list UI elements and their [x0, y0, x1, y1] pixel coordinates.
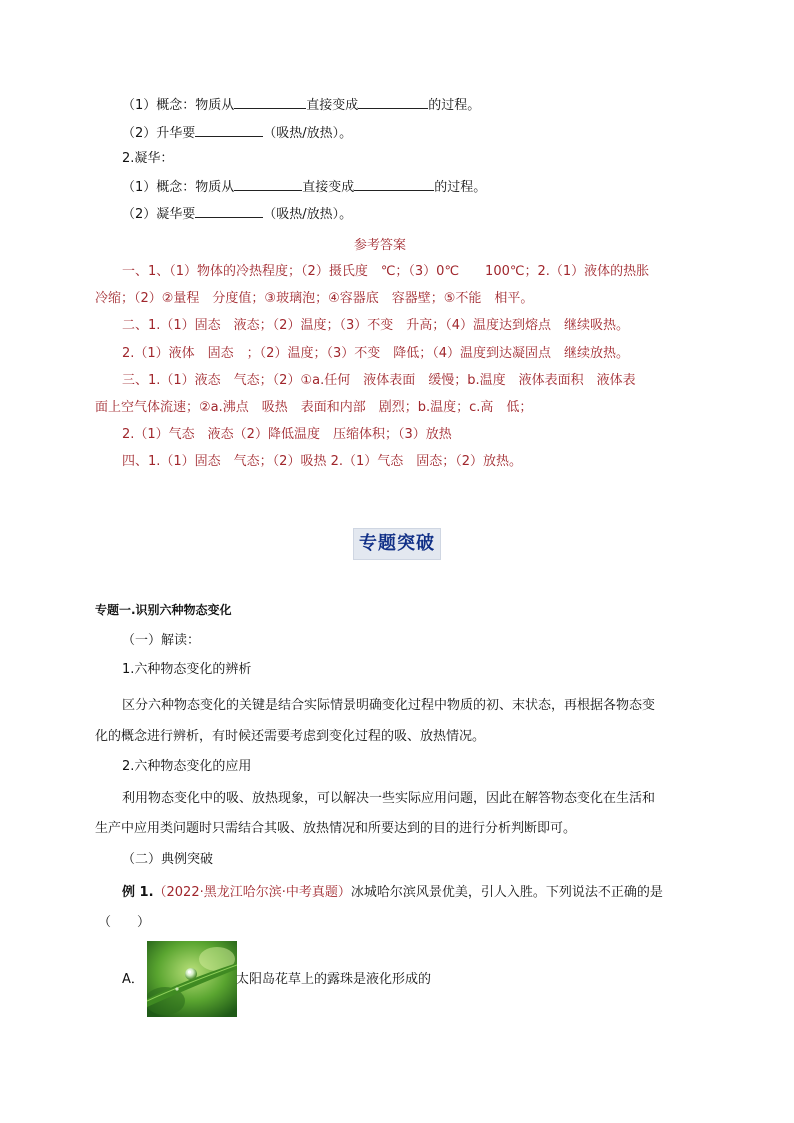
- option-a-label: A．: [122, 972, 144, 987]
- blank: [354, 176, 434, 191]
- text: （吸热/放热）。: [263, 207, 353, 222]
- blank: [195, 122, 263, 137]
- blank: [234, 176, 302, 191]
- topic-title: 专题一.识别六种物态变化: [95, 603, 232, 617]
- sublimation-concept: [122, 94, 480, 116]
- section-title: 专题突破: [359, 533, 435, 554]
- answers-heading: 参考答案: [354, 238, 407, 253]
- section-title-box: [353, 528, 441, 560]
- sublimation-heat: [122, 122, 352, 144]
- text: （1）概念：物质从: [122, 180, 235, 195]
- answer-line: 一、1、（1）物体的冷热程度；（2）摄氏度 ℃；（3）0℃ 100℃；2.（1）液体的热胀: [122, 264, 650, 279]
- deposition-concept: [122, 176, 486, 198]
- paragraph-line: 区分六种物态变化的关键是结合实际情景明确变化过程中物质的初、末状态，再根据各物态变: [122, 698, 656, 713]
- dewdrop-photo: [147, 941, 237, 1017]
- example-question: [122, 883, 663, 903]
- option-a-text: 太阳岛花草上的露珠是液化形成的: [236, 972, 432, 987]
- example-label: 例 1.: [122, 885, 154, 900]
- paragraph-line: 生产中应用类问题时只需结合其吸、放热情况和所要达到的目的进行分析判断即可。: [95, 821, 577, 836]
- subheading: 1.六种物态变化的辨析: [122, 662, 252, 677]
- example-source: （2022·黑龙江哈尔滨·中考真题）: [153, 885, 351, 900]
- answer-line: 三、1.（1）液态 气态；（2）①a.任何 液体表面 缓慢；b.温度 液体表面积 液体表: [122, 373, 636, 388]
- text: （1）概念：物质从: [122, 98, 235, 113]
- paragraph-line: 化的概念进行辨析，有时候还需要考虑到变化过程的吸、放热情况。: [95, 729, 486, 744]
- part-examples: （二）典例突破: [122, 852, 214, 867]
- blank: [234, 94, 306, 109]
- blank: [358, 94, 428, 109]
- text: 直接变成: [306, 98, 359, 113]
- answer-line: 2.（1）液体 固态 ；（2）温度；（3）不变 降低；（4）温度到达凝固点 继续放热。: [122, 346, 629, 361]
- answer-line: 冷缩；（2）②量程 分度值；③玻璃泡；④容器底 容器壁；⑤不能 相平。: [95, 291, 534, 306]
- text: 直接变成: [302, 180, 355, 195]
- blank: [195, 203, 263, 218]
- answer-parentheses: （ ）: [98, 915, 151, 930]
- text: （吸热/放热）。: [263, 126, 353, 141]
- text: （2）升华要: [122, 126, 196, 141]
- deposition-heat: [122, 203, 352, 225]
- paragraph-line: 利用物态变化中的吸、放热现象，可以解决一些实际应用问题，因此在解答物态变化在生活和: [122, 791, 656, 806]
- text: 的过程。: [428, 98, 481, 113]
- answer-line: 2.（1）气态 液态（2）降低温度 压缩体积；（3）放热: [122, 427, 452, 442]
- text: 的过程。: [434, 180, 487, 195]
- answer-line: 二、1.（1）固态 液态；（2）温度；（3）不变 升高；（4）温度达到熔点 继续吸热。: [122, 318, 629, 333]
- deposition-title: 2.凝华：: [122, 151, 174, 166]
- subheading: 2.六种物态变化的应用: [122, 759, 252, 774]
- answer-line: 四、1.（1）固态 气态；（2）吸热 2.（1）气态 固态；（2）放热。: [122, 454, 523, 469]
- example-text: 冰城哈尔滨风景优美，引人入胜。下列说法不正确的是: [350, 885, 663, 900]
- text: （2）凝华要: [122, 207, 196, 222]
- answer-line: 面上空气体流速；②a.沸点 吸热 表面和内部 剧烈；b.温度；c.高 低；: [95, 400, 533, 415]
- part-interpretation: （一）解读：: [122, 633, 201, 648]
